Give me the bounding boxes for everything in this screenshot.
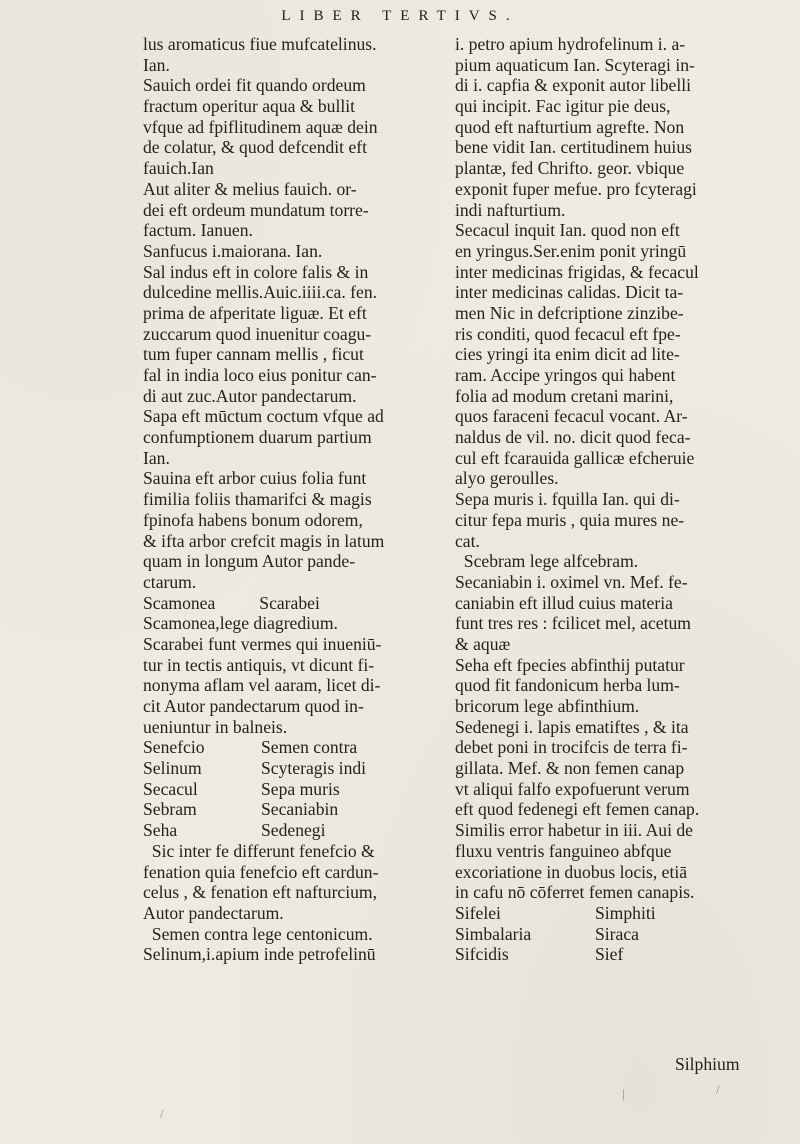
term-pair bbox=[455, 944, 771, 965]
term: Simphiti bbox=[595, 902, 656, 923]
term: Sebram bbox=[143, 799, 197, 820]
term: Sedenegi bbox=[261, 820, 326, 841]
term: Sifcidis bbox=[455, 944, 509, 965]
text-line: quod eft nafturtium agrefte. Non bbox=[455, 116, 685, 137]
term-pair bbox=[143, 799, 451, 820]
text-line: caniabin eft illud cuius materia bbox=[455, 592, 673, 613]
text-line: men Nic in defcriptione zinzibe- bbox=[455, 302, 684, 323]
text-line: Sauich ordei fit quando ordeum bbox=[143, 75, 366, 96]
term: Secaniabin bbox=[261, 799, 339, 820]
text-line: Sapa eft mūctum coctum vfque ad bbox=[143, 406, 384, 427]
text-line: Semen contra lege centonicum. bbox=[143, 923, 373, 944]
text-line: Similis error habetur in iii. Aui de bbox=[455, 820, 693, 841]
term-pair bbox=[143, 779, 451, 800]
text-line: cies yringi ita enim dicit ad lite- bbox=[455, 344, 680, 365]
text-line: cul eft fcarauida gallicæ efcheruie bbox=[455, 447, 695, 468]
right-column bbox=[455, 34, 771, 965]
text-line: confumptionem duarum partium bbox=[143, 427, 372, 448]
text-line: Sepa muris i. fquilla Ian. qui di- bbox=[455, 489, 680, 510]
term: Selinum bbox=[143, 758, 202, 779]
text-line: dulcedine mellis.Auic.iiii.ca. fen. bbox=[143, 282, 378, 303]
text-line: i. petro apium hydrofelinum i. a- bbox=[455, 34, 686, 54]
text-line: ris conditi, quod fecacul eft fpe- bbox=[455, 323, 681, 344]
text-line: zuccarum quod inuenitur coagu- bbox=[143, 323, 372, 344]
text-line: & aquæ bbox=[455, 633, 511, 654]
ink-speck: / bbox=[160, 1106, 164, 1121]
text-line: Secacul inquit Ian. quod non eft bbox=[455, 220, 680, 241]
text-line: factum. Ianuen. bbox=[143, 220, 253, 241]
term-pair bbox=[455, 924, 771, 945]
text-line: di i. capfia & exponit autor libelli bbox=[455, 75, 691, 96]
term: Sepa muris bbox=[261, 778, 340, 799]
text-line: tur in tectis antiquis, vt dicunt fi- bbox=[143, 654, 375, 675]
text-line: Sal indus eft in colore falis & in bbox=[143, 261, 369, 282]
term: Sifelei bbox=[455, 902, 501, 923]
text-line: cit Autor pandectarum quod in- bbox=[143, 696, 364, 716]
text-line: quos faraceni fecacul vocant. Ar- bbox=[455, 406, 688, 427]
text-line: alyo geroulles. bbox=[455, 468, 559, 489]
text-line: Sauina eft arbor cuius folia funt bbox=[143, 468, 367, 489]
text-line: Scarabei funt vermes qui inueniū- bbox=[143, 633, 382, 654]
term: Secacul bbox=[143, 778, 198, 799]
text-line: fractum operitur aqua & bullit bbox=[143, 96, 356, 117]
text-line: citur fepa muris , quia mures ne- bbox=[455, 509, 685, 530]
text-line: bricorum lege abfinthium. bbox=[455, 696, 640, 716]
text-line: bene vidit Ian. certitudinem huius bbox=[455, 137, 692, 158]
text-line: Ian. bbox=[143, 54, 170, 75]
text-line: vt aliqui falfo expofuerunt verum bbox=[455, 778, 690, 799]
text-line: fal in india loco eius ponitur can- bbox=[143, 365, 377, 385]
text-line: inter medicinas frigidas, & fecacul bbox=[455, 261, 699, 282]
text-line: de colatur, & quod defcendit eft bbox=[143, 137, 368, 158]
term: Semen contra bbox=[261, 737, 358, 758]
text-line: vfque ad fpiflitudinem aquæ dein bbox=[143, 116, 378, 137]
text-line: ueniuntur in balneis. bbox=[143, 716, 288, 737]
term: Simbalaria bbox=[455, 923, 532, 944]
text-line: Ian. bbox=[143, 447, 170, 468]
running-head: LIBER TERTIVS. bbox=[281, 8, 519, 24]
term: Senefcio bbox=[143, 737, 205, 758]
text-line: cat. bbox=[455, 530, 480, 551]
text-line: in cafu nō cōferret femen canapis. bbox=[455, 882, 695, 903]
text-line: Autor pandectarum. bbox=[143, 902, 284, 923]
text-line: Seha eft fpecies abfinthij putatur bbox=[455, 654, 685, 675]
text-line: fauich.Ian bbox=[143, 158, 214, 179]
text-line: naldus de vil. no. dicit quod feca- bbox=[455, 427, 691, 448]
term-pair bbox=[143, 737, 451, 758]
term-pair bbox=[143, 820, 451, 841]
text-line: prima de afperitate liguæ. Et eft bbox=[143, 302, 367, 323]
text-line: qui incipit. Fac igitur pie deus, bbox=[455, 96, 671, 117]
text-line: fpinofa habens bonum odorem, bbox=[143, 509, 363, 530]
text-line: nonyma aflam vel aaram, licet di- bbox=[143, 675, 381, 696]
term-pair bbox=[455, 903, 771, 924]
text-line: excoriatione in duobus locis, etiā bbox=[455, 861, 688, 882]
ink-speck: | bbox=[622, 1086, 625, 1101]
term: Seha bbox=[143, 820, 178, 841]
ink-speck: / bbox=[716, 1082, 720, 1097]
text-line: Aut aliter & melius fauich. or- bbox=[143, 178, 357, 199]
text-line: fimilia foliis thamarifci & magis bbox=[143, 489, 372, 510]
text-line: & ifta arbor crefcit magis in latum bbox=[143, 530, 385, 551]
term: Sief bbox=[595, 944, 624, 965]
text-line: Selinum,i.apium inde petrofelinū bbox=[143, 944, 376, 965]
text-line: ctarum. bbox=[143, 571, 197, 592]
text-line: Sanfucus i.maiorana. Ian. bbox=[143, 240, 323, 261]
text-line: Scamonea,lege diagredium. bbox=[143, 613, 338, 634]
text-line: Scebram lege alfcebram. bbox=[455, 551, 639, 572]
text-line: Sic inter fe differunt fenefcio & bbox=[143, 840, 375, 861]
text-line: funt tres res : fcilicet mel, acetum bbox=[455, 613, 691, 634]
text-line: gillata. Mef. & non femen canap bbox=[455, 758, 685, 779]
text-line: di aut zuc.Autor pandectarum. bbox=[143, 385, 357, 406]
text-line: fenation quia fenefcio eft cardun- bbox=[143, 861, 379, 882]
term: Siraca bbox=[595, 923, 639, 944]
text-line: ram. Accipe yringos qui habent bbox=[455, 365, 676, 385]
text-line: fluxu ventris fanguineo abfque bbox=[455, 840, 672, 861]
text-line: exponit fuper mefue. pro fcyteragi bbox=[455, 178, 697, 199]
text-line: debet poni in trocifcis de terra fi- bbox=[455, 737, 688, 758]
text-line: indi nafturtium. bbox=[455, 199, 566, 220]
text-line: quod fit fandonicum herba lum- bbox=[455, 675, 680, 696]
text-line: dei eft ordeum mundatum torre- bbox=[143, 199, 369, 220]
term-pair bbox=[143, 758, 451, 779]
text-line: celus , & fenation eft nafturcium, bbox=[143, 882, 378, 903]
text-line: Scamonea Scarabei bbox=[143, 592, 320, 613]
catchword: Silphium bbox=[675, 1054, 740, 1074]
text-line: folia ad modum cretani marini, bbox=[455, 385, 674, 406]
text-line: lus aromaticus fiue mufcatelinus. bbox=[143, 34, 377, 54]
text-line: quam in longum Autor pande- bbox=[143, 551, 356, 572]
text-line: tum fuper cannam mellis , ficut bbox=[143, 344, 364, 365]
left-column bbox=[143, 34, 451, 965]
text-line: plantæ, fed Chrifto. geor. vbique bbox=[455, 158, 685, 179]
text-line: eft quod fedenegi eft femen canap. bbox=[455, 799, 700, 820]
text-line: pium aquaticum Ian. Scyteragi in- bbox=[455, 54, 695, 75]
text-line: Sedenegi i. lapis ematiftes , & ita bbox=[455, 716, 689, 737]
term: Scyteragis indi bbox=[261, 758, 367, 779]
text-line: Secaniabin i. oximel vn. Mef. fe- bbox=[455, 571, 688, 592]
text-line: inter medicinas calidas. Dicit ta- bbox=[455, 282, 684, 303]
text-line: en yringus.Ser.enim ponit yringū bbox=[455, 240, 687, 261]
